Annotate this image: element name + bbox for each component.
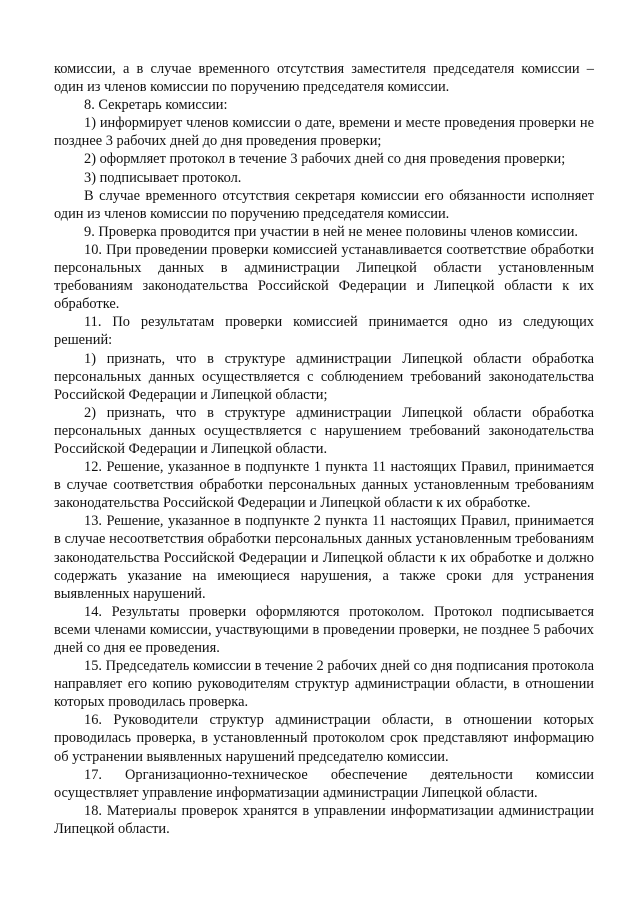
paragraph-item-18: 18. Материалы проверок хранятся в управлении информатизации администрации Липецкой области. [54,802,594,837]
paragraph-item-13: 13. Решение, указанное в подпункте 2 пункта 11 настоящих Правил, принимается в случае несоответствия обработки персональных данных установленным требованиям законодательства Российской Федерации и Липецкой области к их обработке и должно содержать указание на имеющиеся нарушения, а также сроки для устранения выявленных нарушений. [54,513,594,602]
paragraph-item-11-1: 1) признать, что в структуре администрации Липецкой области обработка персональных данных осуществляется с соблюдением требований законодательства Российской Федерации и Липецкой области; [54,350,594,403]
paragraph-continuation: комиссии, а в случае временного отсутствия заместителя председателя комиссии – один из членов комиссии по поручению председателя комиссии. [54,61,594,96]
paragraph-item-8-3: 3) подписывает протокол. [84,169,242,186]
paragraph-secretary-absence: В случае временного отсутствия секретаря комиссии его обязанности исполняет один из членов комиссии по поручению председателя комиссии. [54,187,594,222]
paragraph-item-10: 10. При проведении проверки комиссией устанавливается соответствие обработки персональных данных в администрации Липецкой области установленным требованиям законодательства Российской Федерации и Липецкой области к их обработке. [54,241,594,313]
paragraph-item-11: 11. По результатам проверки комиссией принимается одно из следующих решений: [54,314,594,349]
paragraph-item-8: 8. Секретарь комиссии: [84,97,228,114]
paragraph-item-8-2: 2) оформляет протокол в течение 3 рабочих дней со дня проведения проверки; [84,151,566,168]
paragraph-item-15: 15. Председатель комиссии в течение 2 рабочих дней со дня подписания протокола направляет его копию руководителям структур администрации области, в отношении которых проводилась проверка. [54,658,594,711]
paragraph-item-12: 12. Решение, указанное в подпункте 1 пункта 11 настоящих Правил, принимается в случае соответствия обработки персональных данных установленным требованиям законодательства Российской Федерации и Липецкой области к их обработке. [54,459,594,512]
paragraph-item-8-1: 1) информирует членов комиссии о дате, времени и месте проведения проверки не позднее 3 рабочих дней до дня проведения проверки; [54,115,594,150]
paragraph-item-16: 16. Руководители структур администрации области, в отношении которых проводилась проверка, в установленный протоколом срок представляют информацию об устранении выявленных нарушений председателю комиссии. [54,712,594,765]
paragraph-item-9: 9. Проверка проводится при участии в ней не менее половины членов комиссии. [84,223,579,240]
paragraph-item-11-2: 2) признать, что в структуре администрации Липецкой области обработка персональных данных осуществляется с нарушением требований законодательства Российской Федерации и Липецкой области. [54,404,594,457]
document-page [54,60,594,838]
paragraph-item-14: 14. Результаты проверки оформляются протоколом. Протокол подписывается всеми членами комиссии, участвующими в проведении проверки, не позднее 5 рабочих дней со дня ее проведения. [54,603,594,656]
paragraph-item-17: 17. Организационно-техническое обеспечение деятельности комиссии осуществляет управление информатизации администрации Липецкой области. [54,766,594,801]
